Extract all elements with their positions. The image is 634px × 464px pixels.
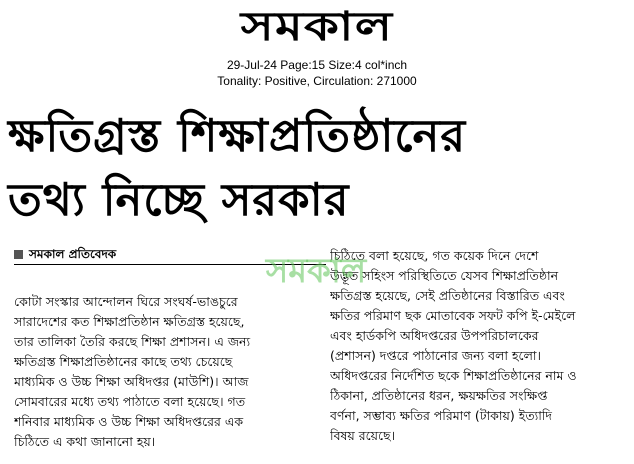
article-line: মাধ্যমিক ও উচ্চ শিক্ষা অধিদপ্তর (মাউশি)। আজ (14, 374, 249, 389)
article-line: তার তালিকা তৈরি করছে শিক্ষা প্রশাসন। এ জন্য (14, 334, 251, 349)
article-line: এবং হার্ডকপি অধিদপ্তরের উপপরিচালকের (330, 328, 539, 343)
article-line: চিঠিতে বলা হয়েছে, গত কয়েক দিনে দেশে (330, 248, 539, 263)
article-column-right (330, 246, 620, 446)
article-line: ক্ষতির পরিমাণ ছক মোতাবেক সফট কপি ই-মেইলে (330, 308, 576, 323)
article-line: বিষয় রয়েছে। (330, 428, 396, 443)
watermark-logo: সমকাল (265, 251, 367, 291)
article-column-left (14, 292, 326, 452)
headline-line-2: তথ্য নিচ্ছে সরকার (8, 173, 350, 226)
byline (14, 244, 326, 265)
newspaper-logo (0, 2, 634, 54)
article-line: ক্ষতিগ্রস্ত শিক্ষাপ্রতিষ্ঠানের কাছে তথ্য চেয়েছে (14, 354, 233, 369)
article-line: কোটা সংস্কার আন্দোলন ঘিরে সংঘর্ষ-ভাঙচুরে (14, 294, 238, 309)
article-line: বর্ণনা, সম্ভাব্য ক্ষতির পরিমাণ (টাকায়) ইত্যাদি (330, 408, 553, 423)
byline-text: সমকাল প্রতিবেদক (29, 247, 117, 261)
clipping-meta-date-page: 29-Jul-24 Page:15 Size:4 col*inch (226, 58, 408, 72)
headline-line-1: ক্ষতিগ্রস্ত শিক্ষাপ্রতিষ্ঠানের (8, 109, 467, 162)
article-line: সারাদেশের কত শিক্ষাপ্রতিষ্ঠান ক্ষতিগ্রস্ত হয়েছে, (14, 314, 245, 329)
article-line: উদ্ভূত সহিংস পরিস্থিতিতে যেসব শিক্ষাপ্রতিষ্ঠান (330, 268, 559, 283)
article-line: শনিবার মাধ্যমিক ও উচ্চ শিক্ষা অধিদপ্তরের এক (14, 414, 244, 429)
article-headline (8, 104, 628, 232)
logo-text: সমকাল (240, 4, 394, 50)
article-line: অধিদপ্তরের নির্দেশিত ছকে শিক্ষাপ্রতিষ্ঠানের নাম ও (330, 368, 577, 383)
article-line: চিঠিতে এ কথা জানানো হয়। (14, 434, 156, 449)
article-line: ঠিকানা, প্রতিষ্ঠানের ধরন, ক্ষয়ক্ষতির সংক্ষিপ্ত (330, 388, 548, 403)
article-line: সোমবারের মধ্যে তথ্য পাঠাতে বলা হয়েছে। গত (14, 394, 246, 409)
article-line: (প্রশাসন) দপ্তরে পাঠানোর জন্য বলা হলো। (330, 348, 541, 363)
article-line: ক্ষতিগ্রস্ত হয়েছে, সেই প্রতিষ্ঠানের বিস্তারিত এবং (330, 288, 565, 303)
clipping-meta-tonality: Tonality: Positive, Circulation: 271000 (217, 74, 417, 88)
byline-square-icon (14, 250, 23, 259)
